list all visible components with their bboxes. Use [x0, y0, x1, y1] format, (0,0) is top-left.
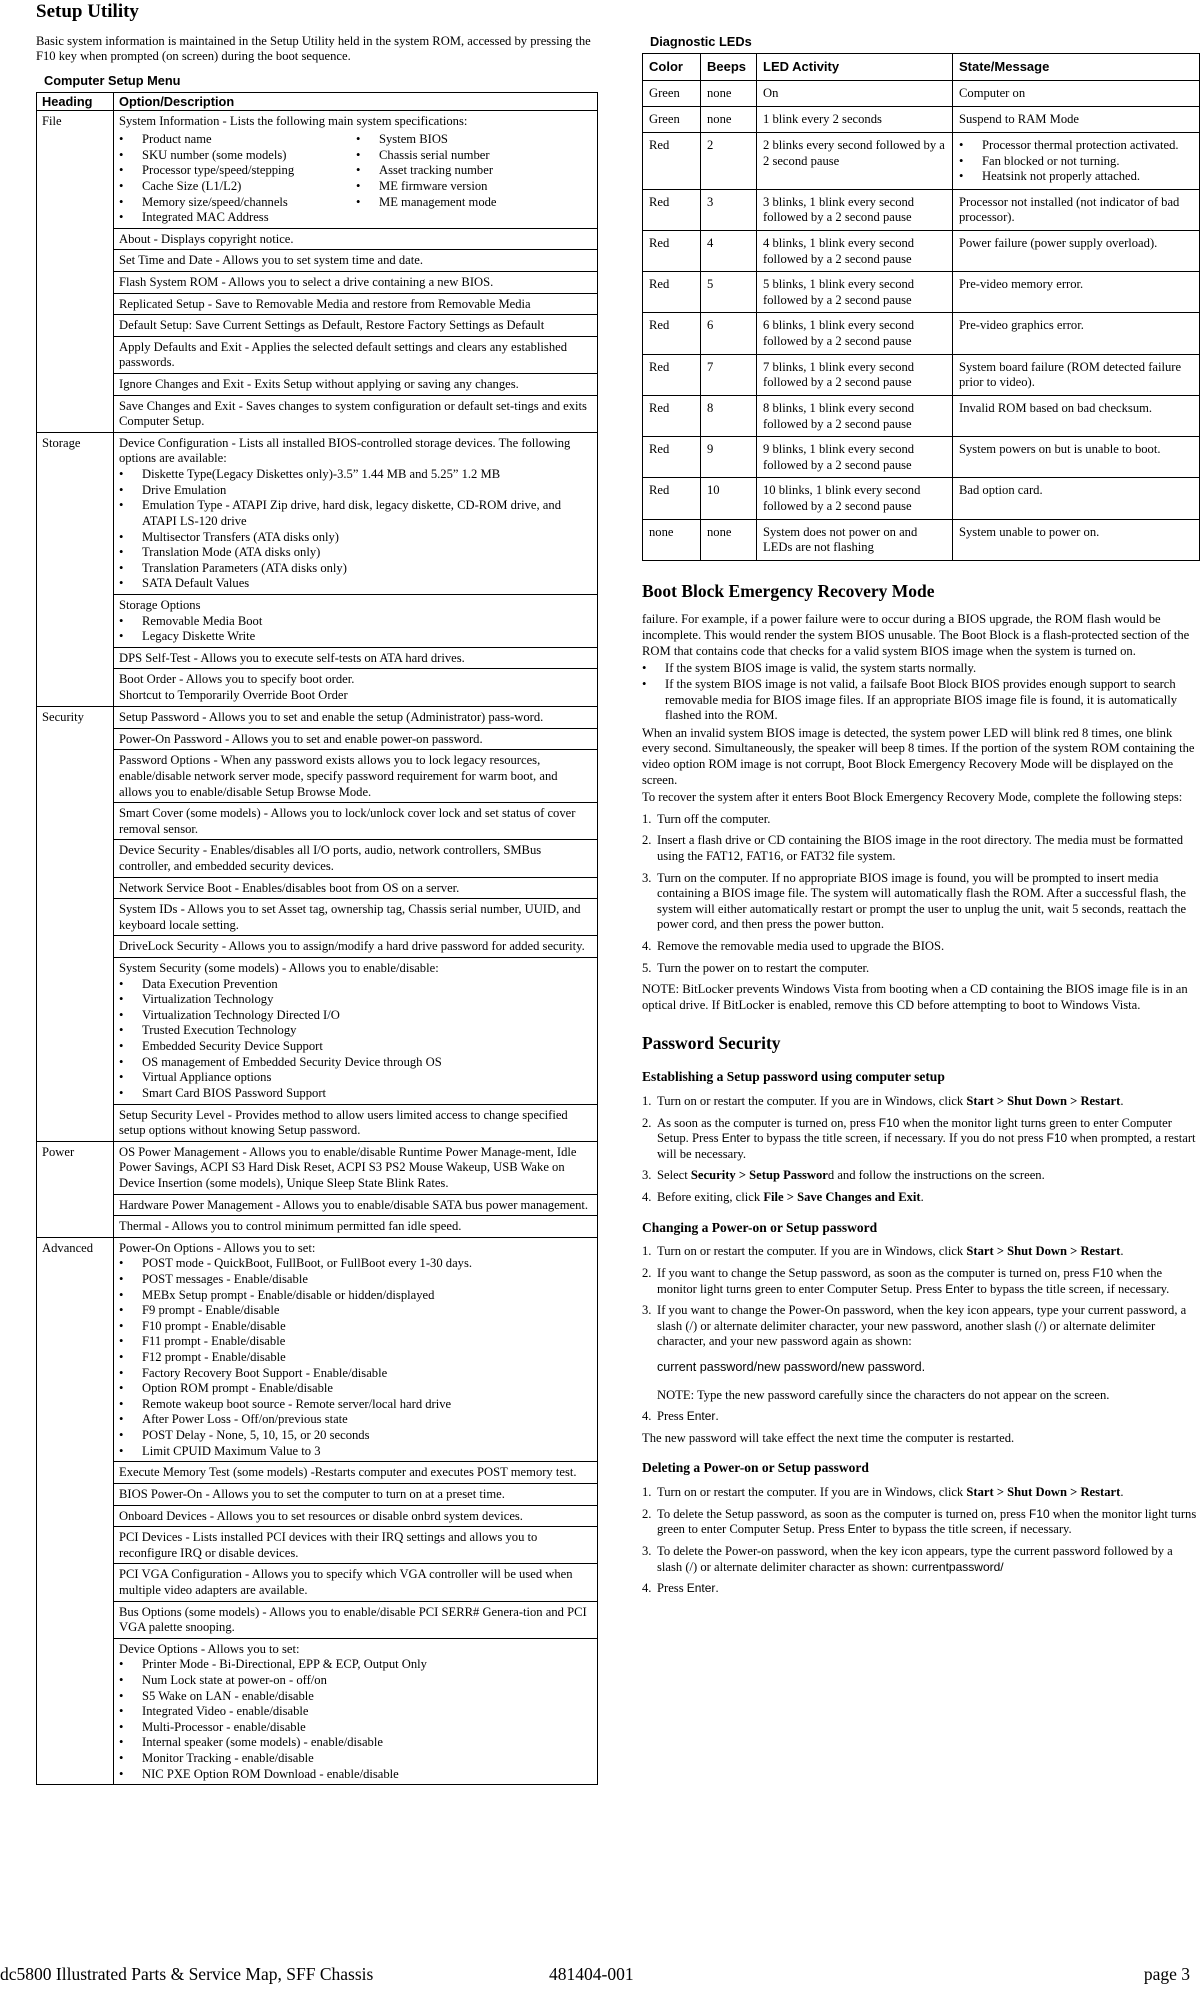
- step-text: Remove the removable media used to upgrade the BIOS.: [657, 939, 945, 954]
- delete-password-steps: [642, 1485, 1200, 1597]
- file-option: Default Setup: Save Current Settings as Default, Restore Factory Settings as Default: [114, 315, 598, 337]
- f10-key: F10: [878, 1115, 900, 1130]
- footer-part-number: 481404-001: [549, 1964, 634, 1984]
- led-color: Red: [643, 395, 701, 436]
- recovery-steps: [642, 812, 1200, 976]
- change-password-title: Changing a Power-on or Setup password: [642, 1219, 878, 1235]
- power-option: Hardware Power Management - Allows you to enable/disable SATA bus power management.: [114, 1194, 598, 1216]
- led-state: Processor not installed (not indicator of bad processor).: [953, 189, 1200, 230]
- file-option: Apply Defaults and Exit - Applies the selected default settings and clears any established passwords.: [114, 336, 598, 373]
- step-number: 2.: [642, 1506, 652, 1521]
- list-item: • Smart Card BIOS Password Support: [119, 1086, 593, 1102]
- advanced-option: Bus Options (some models) - Allows you to enable/disable PCI SERR# Genera-tion and PCI VGA palette snooping.: [114, 1601, 598, 1638]
- power-on-options: [114, 1237, 598, 1462]
- storage-heading: Storage: [37, 432, 114, 594]
- table-row: [37, 1638, 598, 1784]
- security-option: Password Options - When any password exists allows you to lock legacy resources, enable/disable network server mode, specify password requirement for warm boot, and allows you to enable/disable Setup Browse Mode.: [114, 750, 598, 803]
- table-row: [37, 395, 598, 432]
- change-password-after: The new password will take effect the next time the computer is restarted.: [642, 1430, 1015, 1445]
- list-item: 2. To delete the Setup password, as soon as the computer is turned on, press F10 when the monitor light turns green to enter Computer Setup. Press Enter to bypass the title screen, if necessary.: [642, 1506, 1197, 1537]
- enter-key: Enter: [847, 1522, 877, 1537]
- led-beeps: none: [701, 106, 757, 132]
- led-color: Green: [643, 106, 701, 132]
- led-color: Red: [643, 478, 701, 519]
- list-item: • Diskette Type(Legacy Diskettes only)-3.5” 1.44 MB and 5.25” 1.2 MB: [119, 467, 593, 483]
- list-item: • Factory Recovery Boot Support - Enable/disable: [119, 1366, 593, 1382]
- file-option: Flash System ROM - Allows you to select a drive containing a new BIOS.: [114, 271, 598, 293]
- system-security-text: System Security (some models) - Allows you to enable/disable:: [119, 961, 439, 976]
- security-option: Smart Cover (some models) - Allows you to lock/unlock cover lock and set status of cover removal sensor.: [114, 803, 598, 840]
- establish-password-steps: [642, 1094, 1200, 1206]
- device-options-list: [119, 1657, 593, 1782]
- color-column-header: Color: [643, 53, 701, 80]
- table-row: [643, 354, 1200, 395]
- enter-key: Enter: [686, 1409, 716, 1424]
- list-item: 3. To delete the Power-on password, when the key icon appears, type the current password followed by a slash (/) or alternate delimiter character as shown: currentpassword/: [642, 1543, 1173, 1574]
- list-item: • Multi-Processor - enable/disable: [119, 1720, 593, 1736]
- table-row: [37, 1601, 598, 1638]
- change-password-steps: [642, 1244, 1200, 1424]
- step-number: 2.: [642, 833, 652, 848]
- step-number: 3.: [642, 1543, 652, 1558]
- security-option: Network Service Boot - Enables/disables boot from OS on a server.: [114, 877, 598, 899]
- file-heading: File: [37, 111, 114, 228]
- advanced-option: BIOS Power-On - Allows you to set the computer to turn on at a preset time.: [114, 1483, 598, 1505]
- led-state: Pre-video memory error.: [953, 272, 1200, 313]
- table-row: [643, 313, 1200, 354]
- security-heading: Security: [37, 706, 114, 728]
- table-row: [37, 958, 598, 1104]
- security-option: Power-On Password - Allows you to set and enable power-on password.: [114, 728, 598, 750]
- device-options-text: Device Options - Allows you to set:: [119, 1641, 300, 1656]
- led-state: Invalid ROM based on bad checksum.: [953, 395, 1200, 436]
- security-option: Setup Security Level - Provides method to allow users limited access to change specified setup options without knowing Setup password.: [114, 1104, 598, 1141]
- table-row: [37, 1505, 598, 1527]
- list-item: • Product name: [119, 132, 356, 148]
- led-beeps: 3: [701, 189, 757, 230]
- table-row: [37, 1237, 598, 1462]
- led-color: Red: [643, 272, 701, 313]
- list-item: • Printer Mode - Bi-Directional, EPP & ECP, Output Only: [119, 1657, 593, 1673]
- led-activity: 8 blinks, 1 blink every second followed by a 2 second pause: [757, 395, 953, 436]
- table-row: [37, 1483, 598, 1505]
- table-row: [37, 877, 598, 899]
- list-item: 3. If you want to change the Power-On password, when the key icon appears, type your current password, a slash (/) or alternate delimiter character, your new password, another slash (/) or alternate delimiter character, and your new password again as shown: current password/new password/new password. NOTE: Type the new password carefully since the characters do not appear on the screen.: [642, 1303, 1200, 1403]
- password-format-example: currentpassword/: [911, 1559, 1004, 1574]
- right-column: [642, 34, 1200, 1603]
- setup-menu-caption: Computer Setup Menu: [44, 72, 181, 88]
- list-item: 2. If you want to change the Setup password, as soon as the computer is turned on, press F10 when the monitor light turns green to enter Computer Setup. Press Enter to bypass the title screen, if necessary.: [642, 1265, 1170, 1296]
- table-row: [643, 437, 1200, 478]
- table-row: [643, 132, 1200, 189]
- device-options: [114, 1638, 598, 1784]
- table-row: [37, 1194, 598, 1216]
- list-item: • SATA Default Values: [119, 576, 593, 592]
- led-activity: On: [757, 80, 953, 106]
- list-item: 1. Turn on or restart the computer. If you are in Windows, click Start > Shut Down > Restart.: [642, 1485, 1124, 1500]
- f10-key: F10: [1028, 1506, 1050, 1521]
- storage-device-configuration: [114, 432, 598, 594]
- table-row: [37, 840, 598, 877]
- list-item: • ME firmware version: [356, 179, 593, 195]
- enter-key: Enter: [945, 1281, 974, 1296]
- table-row: [37, 936, 598, 958]
- system-security-list: [119, 977, 593, 1102]
- list-item: • Processor thermal protection activated.: [959, 138, 1193, 154]
- table-row: [643, 231, 1200, 272]
- step-number: 1.: [642, 1244, 652, 1259]
- list-item: 3. Select Security > Setup Password and follow the instructions on the screen.: [642, 1168, 1045, 1183]
- step-number: 3.: [642, 870, 652, 885]
- list-item: • Heatsink not properly attached.: [959, 169, 1193, 185]
- file-system-information: [114, 111, 598, 228]
- spec-list-left: [119, 132, 356, 226]
- led-color: Red: [643, 189, 701, 230]
- power-option: Thermal - Allows you to control minimum permitted fan idle speed.: [114, 1216, 598, 1238]
- table-row: [37, 336, 598, 373]
- list-item: • Integrated Video - enable/disable: [119, 1704, 593, 1720]
- list-item: • Translation Mode (ATA disks only): [119, 545, 593, 561]
- heading-column-header: Heading: [37, 92, 114, 111]
- list-item: • Monitor Tracking - enable/disable: [119, 1751, 593, 1767]
- f10-key: F10: [1092, 1265, 1114, 1280]
- led-activity: 5 blinks, 1 blink every second followed by a 2 second pause: [757, 272, 953, 313]
- f10-key: F10: [1046, 1131, 1068, 1146]
- led-color: Green: [643, 80, 701, 106]
- led-beeps: 10: [701, 478, 757, 519]
- list-item: • Processor type/speed/stepping: [119, 163, 356, 179]
- establish-password-title: Establishing a Setup password using computer setup: [642, 1069, 945, 1085]
- led-state: [953, 132, 1200, 189]
- list-item: • Trusted Execution Technology: [119, 1023, 593, 1039]
- list-item: • F11 prompt - Enable/disable: [119, 1334, 593, 1350]
- table-row: [37, 750, 598, 803]
- table-row: [643, 395, 1200, 436]
- list-item: • Fan blocked or not turning.: [959, 154, 1193, 170]
- system-information-text: System Information - Lists the following main system specifications:: [119, 114, 468, 129]
- led-activity: 3 blinks, 1 blink every second followed by a 2 second pause: [757, 189, 953, 230]
- led-state: System unable to power on.: [953, 519, 1200, 560]
- file-option: Replicated Setup - Save to Removable Media and restore from Removable Media: [114, 293, 598, 315]
- advanced-heading: Advanced: [37, 1237, 114, 1462]
- led-activity: System does not power on and LEDs are not flashing: [757, 519, 953, 560]
- led-beeps: 4: [701, 231, 757, 272]
- list-item: • Integrated MAC Address: [119, 210, 356, 226]
- activity-column-header: LED Activity: [757, 53, 953, 80]
- step-number: 5.: [642, 960, 652, 975]
- power-on-options-list: [119, 1256, 593, 1459]
- list-item: 4. Press Enter.: [642, 1581, 719, 1596]
- led-color: Red: [643, 354, 701, 395]
- table-row: [37, 1216, 598, 1238]
- led-beeps: none: [701, 80, 757, 106]
- led-state: Suspend to RAM Mode: [953, 106, 1200, 132]
- step-number: 2.: [642, 1265, 652, 1280]
- list-item: • If the system BIOS image is not valid, a failsafe Boot Block BIOS provides enough support to search removable media for BIOS image files. If an appropriate BIOS image file is found, it is automatically flashed into the ROM.: [642, 677, 1200, 724]
- table-row: [37, 728, 598, 750]
- spec-list-right: [356, 132, 593, 226]
- diagnostic-leds-table: [642, 53, 1200, 561]
- advanced-option: PCI VGA Configuration - Allows you to specify which VGA controller will be used when multiple video adapters are available.: [114, 1564, 598, 1601]
- list-item: • Emulation Type - ATAPI Zip drive, hard disk, legacy diskette, CD-ROM drive, and ATAPI LS-120 drive: [119, 498, 593, 529]
- advanced-option: PCI Devices - Lists installed PCI devices with their IRQ settings and allows you to reconfigure IRQ or disable devices.: [114, 1527, 598, 1564]
- enter-key: Enter: [721, 1131, 751, 1146]
- list-item: • Chassis serial number: [356, 148, 593, 164]
- list-item: • POST messages - Enable/disable: [119, 1272, 593, 1288]
- file-option: Set Time and Date - Allows you to set system time and date.: [114, 250, 598, 272]
- list-item: • After Power Loss - Off/on/previous state: [119, 1412, 593, 1428]
- list-item: [642, 939, 1200, 955]
- intro-paragraph: Basic system information is maintained in the Setup Utility held in the system ROM, accessed by pressing the F10 key when prompted (on screen) during the boot sequence.: [36, 33, 591, 64]
- boot-block-title: Boot Block Emergency Recovery Mode: [642, 580, 935, 601]
- device-configuration-text: Device Configuration - Lists all installed BIOS-controlled storage devices. The following options are available:: [119, 435, 571, 466]
- boot-block-paragraph: To recover the system after it enters Boot Block Emergency Recovery Mode, complete the following steps:: [642, 790, 1183, 805]
- power-on-options-text: Power-On Options - Allows you to set:: [119, 1240, 316, 1255]
- table-row: [37, 1141, 598, 1194]
- table-row: [37, 647, 598, 669]
- led-beeps: 8: [701, 395, 757, 436]
- led-activity: 4 blinks, 1 blink every second followed by a 2 second pause: [757, 231, 953, 272]
- table-row: [37, 271, 598, 293]
- setup-menu-header-row: [37, 92, 598, 111]
- boot-block-paragraph: failure. For example, if a power failure were to occur during a BIOS upgrade, the ROM flash would be incomplete. This would render the system BIOS unusable. The Boot Block is a flash-protected section of the ROM that contains code that checks for a valid system BIOS image when the system is turned on.: [642, 612, 1190, 658]
- list-item: • Multisector Transfers (ATA disks only): [119, 530, 593, 546]
- storage-options: [114, 594, 598, 647]
- list-item: • Num Lock state at power-on - off/on: [119, 1673, 593, 1689]
- system-security: [114, 958, 598, 1104]
- step-text: Turn off the computer.: [657, 811, 771, 826]
- storage-options-title: Storage Options: [119, 597, 201, 612]
- list-item: • ME management mode: [356, 195, 593, 211]
- list-item: • F10 prompt - Enable/disable: [119, 1319, 593, 1335]
- setup-menu-table: [36, 92, 598, 1786]
- list-item: 2. As soon as the computer is turned on, press F10 when the monitor light turns green to enter Computer Setup. Press Enter to bypass the title screen, if necessary. If you do not press F10 when prompted, a restart will be necessary.: [642, 1115, 1196, 1161]
- advanced-option: Execute Memory Test (some models) -Restarts computer and executes POST memory test.: [114, 1462, 598, 1484]
- footer-document-title: dc5800 Illustrated Parts & Service Map, SFF Chassis: [0, 1964, 374, 1984]
- list-item: • Virtual Appliance options: [119, 1070, 593, 1086]
- list-item: • POST mode - QuickBoot, FullBoot, or FullBoot every 1-30 days.: [119, 1256, 593, 1272]
- list-item: [642, 833, 1200, 864]
- table-row: [37, 1527, 598, 1564]
- list-item: 4. Press Enter.: [642, 1409, 719, 1424]
- table-row: [37, 706, 598, 728]
- table-row: [643, 189, 1200, 230]
- led-activity: 2 blinks every second followed by a 2 second pause: [757, 132, 953, 189]
- list-item: • Internal speaker (some models) - enable/disable: [119, 1735, 593, 1751]
- spec-list: [119, 132, 593, 226]
- boot-order: [114, 669, 598, 706]
- list-item: • System BIOS: [356, 132, 593, 148]
- table-row: [37, 228, 598, 250]
- enter-key: Enter: [686, 1581, 716, 1596]
- list-item: • Embedded Security Device Support: [119, 1039, 593, 1055]
- step-number: 1.: [642, 1485, 652, 1500]
- list-item: • Data Execution Prevention: [119, 977, 593, 993]
- led-color: Red: [643, 132, 701, 189]
- delete-password-title: Deleting a Power-on or Setup password: [642, 1460, 869, 1476]
- led-beeps: 2: [701, 132, 757, 189]
- led-activity: 6 blinks, 1 blink every second followed by a 2 second pause: [757, 313, 953, 354]
- led-beeps: 5: [701, 272, 757, 313]
- list-item: • F12 prompt - Enable/disable: [119, 1350, 593, 1366]
- list-item: • POST Delay - None, 5, 10, 15, or 20 seconds: [119, 1428, 593, 1444]
- device-configuration-list: [119, 467, 593, 592]
- boot-block-bullets: [642, 661, 1200, 723]
- led-color: none: [643, 519, 701, 560]
- beeps-column-header: Beeps: [701, 53, 757, 80]
- footer-page-number: page 3: [1143, 1964, 1190, 1984]
- left-column: [36, 0, 598, 1785]
- table-row: [37, 669, 598, 706]
- diagnostic-leds-caption: Diagnostic LEDs: [650, 34, 752, 49]
- led-state: Power failure (power supply overload).: [953, 231, 1200, 272]
- table-row: [37, 374, 598, 396]
- led-color: Red: [643, 231, 701, 272]
- step-number: 4.: [642, 1409, 652, 1424]
- page-title: Setup Utility: [36, 1, 139, 22]
- table-row: [37, 432, 598, 594]
- security-option: Setup Password - Allows you to set and enable the setup (Administrator) pass-word.: [114, 706, 598, 728]
- list-item: • Option ROM prompt - Enable/disable: [119, 1381, 593, 1397]
- list-item: 4. Before exiting, click File > Save Changes and Exit.: [642, 1189, 924, 1204]
- step-text: Turn on the computer. If no appropriate BIOS image is found, you will be prompted to insert media containing a BIOS image file. The system will automatically flash the ROM. After a successful flash, the system will either automatically restart or prompt the user to unplug the unit, wait 5 seconds, reattach the power cord, and then press the power button.: [657, 870, 1187, 932]
- step-number: 1.: [642, 811, 652, 826]
- step-number: 3.: [642, 1303, 652, 1318]
- list-item: • Drive Emulation: [119, 483, 593, 499]
- list-item: • If the system BIOS image is valid, the system starts normally.: [642, 661, 1200, 677]
- table-row: [37, 315, 598, 337]
- led-activity: 9 blinks, 1 blink every second followed by a 2 second pause: [757, 437, 953, 478]
- table-row: [643, 519, 1200, 560]
- list-item: • Translation Parameters (ATA disks only): [119, 561, 593, 577]
- security-option: System IDs - Allows you to set Asset tag, ownership tag, Chassis serial number, UUID, and keyboard locale setting.: [114, 899, 598, 936]
- list-item: • SKU number (some models): [119, 148, 356, 164]
- table-row: [37, 1564, 598, 1601]
- list-item: • Legacy Diskette Write: [119, 629, 593, 645]
- led-state: Pre-video graphics error.: [953, 313, 1200, 354]
- led-activity: 10 blinks, 1 blink every second followed by a 2 second pause: [757, 478, 953, 519]
- list-item: • Cache Size (L1/L2): [119, 179, 356, 195]
- page-footer: [0, 1964, 1200, 1986]
- list-item: • Limit CPUID Maximum Value to 3: [119, 1444, 593, 1460]
- state-column-header: State/Message: [953, 53, 1200, 80]
- list-item: • NIC PXE Option ROM Download - enable/disable: [119, 1767, 593, 1783]
- led-state: System board failure (ROM detected failure prior to video).: [953, 354, 1200, 395]
- boot-block-paragraph: When an invalid system BIOS image is detected, the system power LED will blink red 8 times, one blink every second. Simultaneously, the speaker will beep 8 times. If the portion of the system ROM containing the video option ROM image is not corrupt, Boot Block Emergency Recovery Mode will be displayed on the screen.: [642, 725, 1195, 787]
- step-number: 4.: [642, 1189, 652, 1204]
- boot-override-text: Shortcut to Temporarily Override Boot Order: [119, 687, 348, 702]
- password-format-example: current password/new password/new password.: [657, 1359, 926, 1374]
- step-number: 3.: [642, 1168, 652, 1183]
- file-option: Save Changes and Exit - Saves changes to system configuration or default set-tings and exits Computer Setup.: [114, 395, 598, 432]
- table-row: [37, 1104, 598, 1141]
- advanced-option: Onboard Devices - Allows you to set resources or disable onbrd system devices.: [114, 1505, 598, 1527]
- led-state: Computer on: [953, 80, 1200, 106]
- step-number: 1.: [642, 1093, 652, 1108]
- list-item: • F9 prompt - Enable/disable: [119, 1303, 593, 1319]
- list-item: • S5 Wake on LAN - enable/disable: [119, 1689, 593, 1705]
- step-text: Insert a flash drive or CD containing the BIOS image in the root directory. The media must be formatted using the FAT12, FAT16, or FAT32 file system.: [657, 833, 1183, 863]
- led-header-row: [643, 53, 1200, 80]
- password-security-title: Password Security: [642, 1033, 781, 1054]
- list-item: 1. Turn on or restart the computer. If you are in Windows, click Start > Shut Down > Restart.: [642, 1093, 1124, 1108]
- file-option: About - Displays copyright notice.: [114, 228, 598, 250]
- table-row: [643, 272, 1200, 313]
- step-number: 4.: [642, 939, 652, 954]
- power-heading: Power: [37, 1141, 114, 1194]
- step-text: Turn the power on to restart the computer.: [657, 960, 870, 975]
- led-beeps: none: [701, 519, 757, 560]
- boot-order-text: Boot Order - Allows you to specify boot order.: [119, 672, 355, 687]
- table-row: [37, 1462, 598, 1484]
- option-column-header: Option/Description: [114, 92, 598, 111]
- table-row: [643, 80, 1200, 106]
- list-item: • MEBx Setup prompt - Enable/disable or hidden/displayed: [119, 1288, 593, 1304]
- led-beeps: 7: [701, 354, 757, 395]
- table-row: [37, 293, 598, 315]
- led-activity: 1 blink every 2 seconds: [757, 106, 953, 132]
- table-row: [643, 106, 1200, 132]
- led-beeps: 6: [701, 313, 757, 354]
- storage-option: DPS Self-Test - Allows you to execute self-tests on ATA hard drives.: [114, 647, 598, 669]
- list-item: [642, 961, 1200, 977]
- list-item: [642, 871, 1200, 933]
- security-option: DriveLock Security - Allows you to assign/modify a hard drive password for added security.: [114, 936, 598, 958]
- list-item: [642, 812, 1200, 828]
- list-item: • Virtualization Technology Directed I/O: [119, 1008, 593, 1024]
- table-row: [37, 594, 598, 647]
- led-state: System powers on but is unable to boot.: [953, 437, 1200, 478]
- step-number: 2.: [642, 1115, 652, 1130]
- password-note: NOTE: Type the new password carefully since the characters do not appear on the screen.: [657, 1387, 1110, 1402]
- file-option: Ignore Changes and Exit - Exits Setup without applying or saving any changes.: [114, 374, 598, 396]
- led-color: Red: [643, 437, 701, 478]
- table-row: [37, 111, 598, 228]
- led-state: Bad option card.: [953, 478, 1200, 519]
- power-option: OS Power Management - Allows you to enable/disable Runtime Power Manage-ment, Idle Power Savings, ACPI S3 Hard Disk Reset, ACPI S3 PS2 Mouse Wakeup, USB Wake on Device Insertion (some models), Unique Sleep State Blink Rates.: [114, 1141, 598, 1194]
- list-item: • Asset tracking number: [356, 163, 593, 179]
- list-item: • Memory size/speed/channels: [119, 195, 356, 211]
- list-item: • OS management of Embedded Security Device through OS: [119, 1055, 593, 1071]
- step-number: 4.: [642, 1581, 652, 1596]
- table-row: [37, 803, 598, 840]
- table-row: [643, 478, 1200, 519]
- list-item: • Virtualization Technology: [119, 992, 593, 1008]
- table-row: [37, 899, 598, 936]
- led-state-list: [959, 138, 1193, 185]
- table-row: [37, 250, 598, 272]
- led-activity: 7 blinks, 1 blink every second followed by a 2 second pause: [757, 354, 953, 395]
- led-beeps: 9: [701, 437, 757, 478]
- list-item: 1. Turn on or restart the computer. If you are in Windows, click Start > Shut Down > Restart.: [642, 1244, 1124, 1259]
- list-item: • Remote wakeup boot source - Remote server/local hard drive: [119, 1397, 593, 1413]
- storage-options-list: [119, 614, 593, 645]
- security-option: Device Security - Enables/disables all I/O ports, audio, network controllers, SMBus controller, and embedded security devices.: [114, 840, 598, 877]
- bitlocker-note: NOTE: BitLocker prevents Windows Vista from booting when a CD containing the BIOS image file is in an optical drive. If BitLocker is enabled, remove this CD before attempting to boot to Windows Vista.: [642, 982, 1188, 1012]
- led-color: Red: [643, 313, 701, 354]
- list-item: • Removable Media Boot: [119, 614, 593, 630]
